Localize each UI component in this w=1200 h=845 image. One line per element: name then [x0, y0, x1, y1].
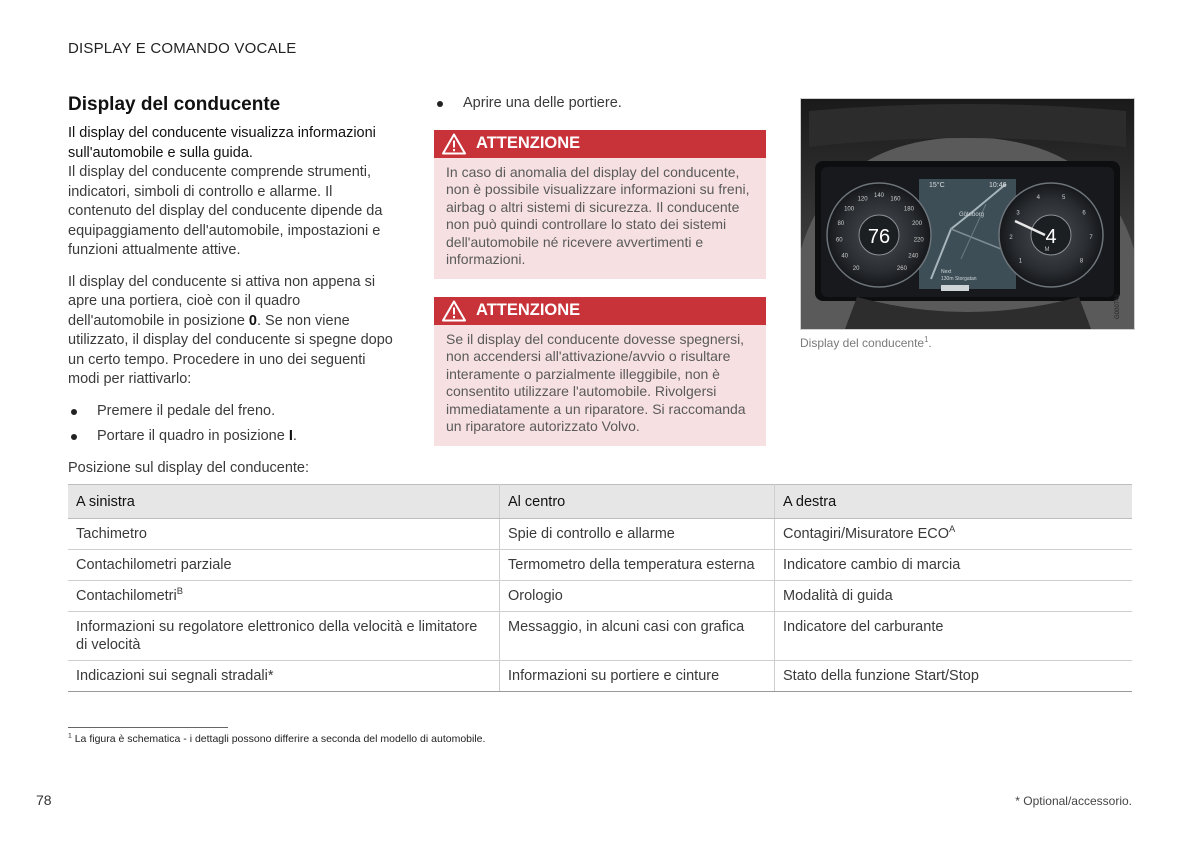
- table-row: [68, 661, 1132, 692]
- nav-distance: 130m Storgatan: [941, 276, 977, 282]
- table-cell-left: [68, 612, 500, 661]
- paragraph-2: [68, 273, 398, 390]
- table-cell-left: [68, 550, 500, 581]
- dial-tick-label: 2: [1009, 235, 1013, 241]
- paragraph-2-text-b: . Se non viene utilizzato, il display del conducente si spegne dopo un certo tempo. Procedere in uno dei seguenti modi per riattivarlo:: [68, 312, 393, 387]
- dial-tick-label: 4: [1036, 195, 1040, 202]
- driver-display-image: [801, 99, 1134, 329]
- cell-text: Indicazioni sui segnali stradali*: [76, 668, 274, 684]
- cell-text: Indicatore cambio di marcia: [783, 557, 961, 573]
- warning-box-2: [434, 297, 766, 446]
- cell-footnote-ref: B: [176, 585, 184, 597]
- warning-header: [434, 130, 766, 158]
- dial-tick-label: 200: [912, 221, 923, 227]
- warning-text: Se il display del conducente dovesse spegnersi, non accendersi all'attivazione/avvio o risultare interamente o parzialmente illeggibile, non è consentito utilizzare l'automobile. Rivolgersi immediatamente a un riparatore. Si raccomanda un riparatore autorizzato Volvo.: [446, 330, 746, 434]
- dial-tick-label: 6: [1082, 210, 1086, 217]
- dial-tick-label: 260: [896, 265, 907, 272]
- cell-text: Indicatore del carburante: [783, 619, 944, 635]
- paragraph-1: Il display del conducente comprende strumenti, indicatori, simboli di controllo e allarme. Il contenuto del display del conducente dipende da equipaggiamento dell'automobile, impostazioni e funzioni attualmente attive.: [68, 164, 383, 258]
- cell-text: Orologio: [508, 588, 563, 604]
- cell-text: Contachilometri parziale: [76, 557, 232, 573]
- table-cell-right: [775, 612, 1133, 661]
- cell-text: Modalità di guida: [783, 588, 893, 604]
- dial-tick-label: 40: [841, 253, 849, 260]
- table-cell-center: [500, 519, 775, 550]
- display-position-table: [68, 484, 1132, 692]
- main-text-column: [68, 94, 398, 453]
- caption-text: Display del conducente: [800, 336, 925, 350]
- paragraph-2-text-a: Il display del conducente si attiva non appena si apre una portiera, cioè con il quadro dell'automobile in posizione: [68, 273, 376, 329]
- dial-tick-label: 3: [1016, 210, 1020, 217]
- cell-text: Contachilometri: [76, 588, 177, 604]
- footnote-rule: [68, 727, 228, 728]
- figure-caption: [800, 336, 932, 350]
- map-city: Göteborg: [959, 212, 985, 218]
- position-i-label: I: [288, 428, 293, 444]
- caption-end: .: [928, 336, 932, 350]
- warning-text: In caso di anomalia del display del conducente, non è possibile visualizzare informazioni su freni, airbag o altri sistemi di sicurezza. Il conducente non può quindi controllare lo stato dei sistemi dell'automobile né ricevere avvertimenti e informazioni.: [446, 163, 750, 267]
- gear-mode: M: [1044, 247, 1050, 253]
- table-title: Posizione sul display del conducente:: [68, 460, 310, 476]
- table-cell-left: [68, 661, 500, 692]
- gear-readout: 4: [1045, 226, 1057, 248]
- dial-tick-label: 8: [1079, 258, 1084, 265]
- dial-tick-label: 120: [857, 196, 868, 203]
- cell-text: Spie di controllo e allarme: [508, 526, 675, 542]
- table-cell-left: [68, 581, 500, 612]
- warning-triangle-icon: [442, 133, 466, 155]
- trip-bar: [941, 285, 969, 291]
- table-cell-center: [500, 612, 775, 661]
- warning-header: [434, 297, 766, 325]
- table-row: [68, 581, 1132, 612]
- table-cell-right: [775, 661, 1133, 692]
- bullet-2-end: .: [292, 428, 297, 444]
- table-cell-center: [500, 550, 775, 581]
- warning-triangle-icon: [442, 300, 466, 322]
- optional-note: * Optional/accessorio.: [1015, 794, 1132, 808]
- image-code: G000748: [1115, 294, 1121, 319]
- section-lead: Il display del conducente visualizza informazioni sull'automobile e sulla guida.: [68, 125, 376, 161]
- table-row: [68, 519, 1132, 550]
- cell-footnote-ref: A: [949, 523, 956, 535]
- dial-tick-label: 1: [1018, 258, 1023, 265]
- column-header-right: A destra: [775, 485, 1133, 519]
- dial-tick-label: 100: [844, 206, 855, 213]
- table-cell-center: [500, 581, 775, 612]
- position-0-label: 0: [248, 312, 257, 329]
- dial-tick-label: 160: [890, 196, 901, 203]
- dial-tick-label: 60: [835, 237, 843, 244]
- caption-footnote-ref: 1: [924, 335, 929, 344]
- page-number: 78: [36, 792, 52, 808]
- footnote: [68, 733, 485, 745]
- dial-tick-label: 80: [837, 221, 845, 227]
- dial-tick-label: 220: [913, 237, 924, 244]
- reactivation-list-continued: [434, 94, 766, 114]
- clock: 10:46: [989, 182, 1007, 189]
- warning-box-1: [434, 130, 766, 279]
- dial-tick-label: 240: [908, 253, 919, 260]
- cell-text: Contagiri/Misuratore ECO: [783, 526, 949, 542]
- warning-column: [434, 94, 766, 446]
- table-header-row: [68, 485, 1132, 519]
- footnote-text: La figura è schematica - i dettagli possono differire a seconda del modello di automobile.: [74, 733, 486, 745]
- warning-title: ATTENZIONE: [476, 134, 581, 152]
- table-row: [68, 550, 1132, 581]
- cell-text: Tachimetro: [76, 526, 147, 542]
- dial-tick-label: 5: [1062, 195, 1066, 202]
- speed-readout: 76: [867, 226, 891, 248]
- reactivation-list: [68, 402, 398, 447]
- column-header-left: A sinistra: [68, 485, 500, 519]
- footnote-mark: 1: [68, 732, 72, 740]
- dial-tick-label: 20: [852, 265, 860, 272]
- cell-text: Termometro della temperatura esterna: [508, 557, 755, 573]
- list-item: [68, 427, 398, 447]
- cell-text: Informazioni su portiere e cinture: [508, 668, 720, 684]
- table-row: [68, 612, 1132, 661]
- list-item: Aprire una delle portiere.: [434, 94, 766, 114]
- table-cell-right: [775, 581, 1133, 612]
- driver-display-figure: [800, 98, 1135, 330]
- dial-tick-label: 7: [1089, 235, 1093, 241]
- nav-next: Next: [941, 269, 952, 275]
- warning-title: ATTENZIONE: [476, 301, 581, 319]
- table-cell-left: [68, 519, 500, 550]
- cell-text: Informazioni su regolatore elettronico della velocità e limitatore di velocità: [76, 619, 478, 653]
- page-header: DISPLAY E COMANDO VOCALE: [68, 40, 297, 57]
- section-heading: Display del conducente: [68, 94, 281, 115]
- table-cell-right: [775, 519, 1133, 550]
- bullet-2-text: Portare il quadro in posizione: [97, 428, 289, 444]
- outside-temp: 15°C: [929, 182, 945, 189]
- column-header-center: Al centro: [500, 485, 775, 519]
- list-item: Premere il pedale del freno.: [68, 402, 398, 422]
- dial-tick-label: 180: [903, 206, 914, 213]
- cell-text: Messaggio, in alcuni casi con grafica: [508, 619, 745, 635]
- table-cell-center: [500, 661, 775, 692]
- table-cell-right: [775, 550, 1133, 581]
- dial-tick-label: 140: [873, 193, 885, 199]
- cell-text: Stato della funzione Start/Stop: [783, 668, 979, 684]
